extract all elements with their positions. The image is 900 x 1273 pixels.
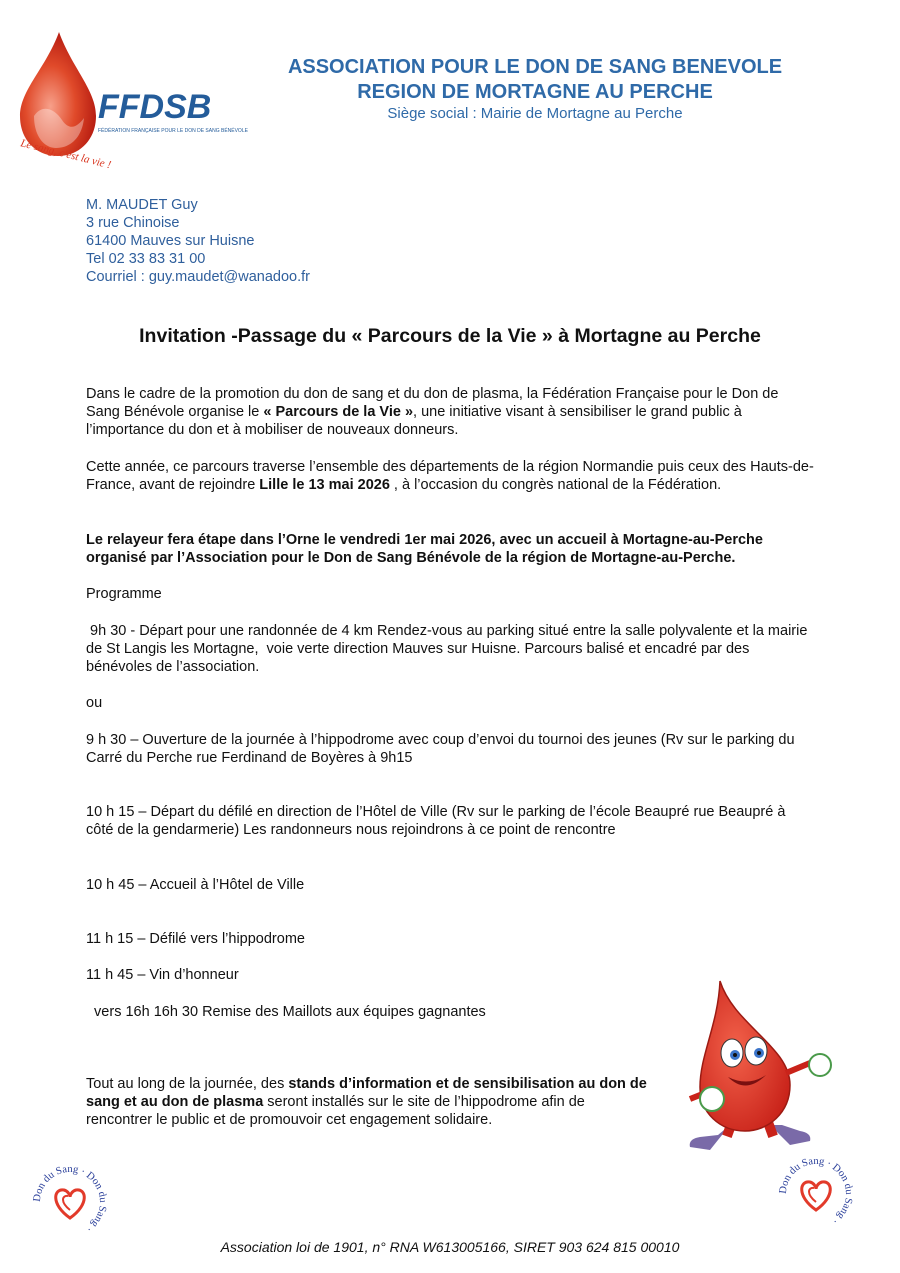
programme-item-4: 10 h 45 – Accueil à l’Hôtel de Ville [86, 877, 305, 893]
seal-left [28, 1160, 112, 1244]
association-title-line2: REGION DE MORTAGNE AU PERCHE [357, 81, 713, 103]
intro-paragraph-2: Cette année, ce parcours traverse l’ensemble des départements de la région Normandie puis ceux des Hauts-de-France, avant de rejoindre Lille le 13 mai 2026 , à l’occasion du congrès national de la Fédération. [86, 459, 814, 493]
sender-city: 61400 Mauves sur Huisne [86, 233, 255, 249]
programme-item-1: 9h 30 - Départ pour une randonnée de 4 km Rendez-vous au parking situé entre la salle polyvalente et la mairie de St Langis les Mortagne, voie verte direction Mauves sur Huisne. Parcours balisé et encadré par des bénévoles de l’association. [86, 623, 812, 675]
intro-paragraph-3: Le relayeur fera étape dans l’Orne le vendredi 1er mai 2026, avec un accueil à Mortagne-au-Perche organisé par l’Association pour le Don de Sang Bénévole de la région de Mortagne-au-Perche. [86, 532, 763, 566]
mascot-drop-icon [660, 975, 845, 1165]
intro-paragraph-1: Dans le cadre de la promotion du don de sang et du don de plasma, la Fédération Française pour le Don de Sang Bénévole organise le « Parcours de la Vie », une initiative visant à sensibiliser le grand public à l’importance du don et à mobiliser de nouveaux donneurs. [86, 386, 779, 438]
sender-name: M. MAUDET Guy [86, 197, 198, 213]
association-title-line1: ASSOCIATION POUR LE DON DE SANG BENEVOLE [287, 56, 783, 78]
sender-phone: Tel 02 33 83 31 00 [86, 251, 206, 267]
svg-text:FFDSB: FFDSB [98, 88, 212, 126]
ffdsb-logo [14, 28, 248, 173]
svg-text:Don du Sang · Don du Sang ·: Don du Sang · Don du Sang · [31, 1163, 109, 1235]
svg-text:Don du Sang · Don du Sang ·: Don du Sang · Don du Sang · [777, 1155, 855, 1227]
sender-street: 3 rue Chinoise [86, 215, 180, 231]
lille-date: Lille le 13 mai 2026 [259, 477, 390, 493]
parcours-name: « Parcours de la Vie » [263, 404, 414, 420]
heart-seal-icon [774, 1152, 858, 1236]
programme-item-6: 11 h 45 – Vin d’honneur [86, 967, 239, 983]
heart-seal-icon [28, 1160, 112, 1244]
closing-paragraph: Tout au long de la journée, des stands d’information et de sensibilisation au don de sang et au don de plasma seront installés sur le site de l’hippodrome afin de rencontrer le public et de promouvoir cet engagement solidaire. [86, 1076, 647, 1128]
programme-item-7: vers 16h 16h 30 Remise des Maillots aux équipes gagnantes [86, 1004, 486, 1020]
sender-email: Courriel : guy.maudet@wanadoo.fr [86, 269, 311, 285]
seal-right [774, 1152, 858, 1236]
programme-item-5: 11 h 15 – Défilé vers l’hippodrome [86, 931, 305, 947]
programme-item-3: 10 h 15 – Départ du défilé en direction de l’Hôtel de Ville (Rv sur le parking de l’école Beaupré rue Beaupré à côté de la gendarmerie) Les randonneurs nous rejoindrons à ce point de rencontre [86, 804, 786, 838]
document-title: Invitation -Passage du « Parcours de la Vie » à Mortagne au Perche [139, 325, 761, 347]
sender-address [86, 196, 310, 286]
blood-drop-mascot [660, 975, 845, 1165]
svg-text:FÉDÉRATION FRANÇAISE POUR LE D: FÉDÉRATION FRANÇAISE POUR LE DON DE SANG BÉNÉVOLE [98, 128, 248, 134]
footer-legal: Association loi de 1901, n° RNA W613005166, SIRET 903 624 815 00010 [220, 1239, 680, 1255]
programme-heading: Programme [86, 586, 162, 602]
programme-or: ou [86, 695, 103, 711]
programme-item-2: 9 h 30 – Ouverture de la journée à l’hippodrome avec coup d’envoi du tournoi des jeunes (Rv sur le parking du Carré du Perche rue Ferdinand de Boyères à 9h15 [86, 732, 795, 766]
svg-text:Le sang, c'est la vie !: Le sang, c'est la vie ! [19, 137, 113, 172]
blood-drop-logo-icon [14, 28, 248, 173]
stands-info: stands d’information et de sensibilisation au don de sang et au don de plasma [86, 1076, 647, 1110]
association-subtitle: Siège social : Mairie de Mortagne au Perche [387, 105, 683, 122]
